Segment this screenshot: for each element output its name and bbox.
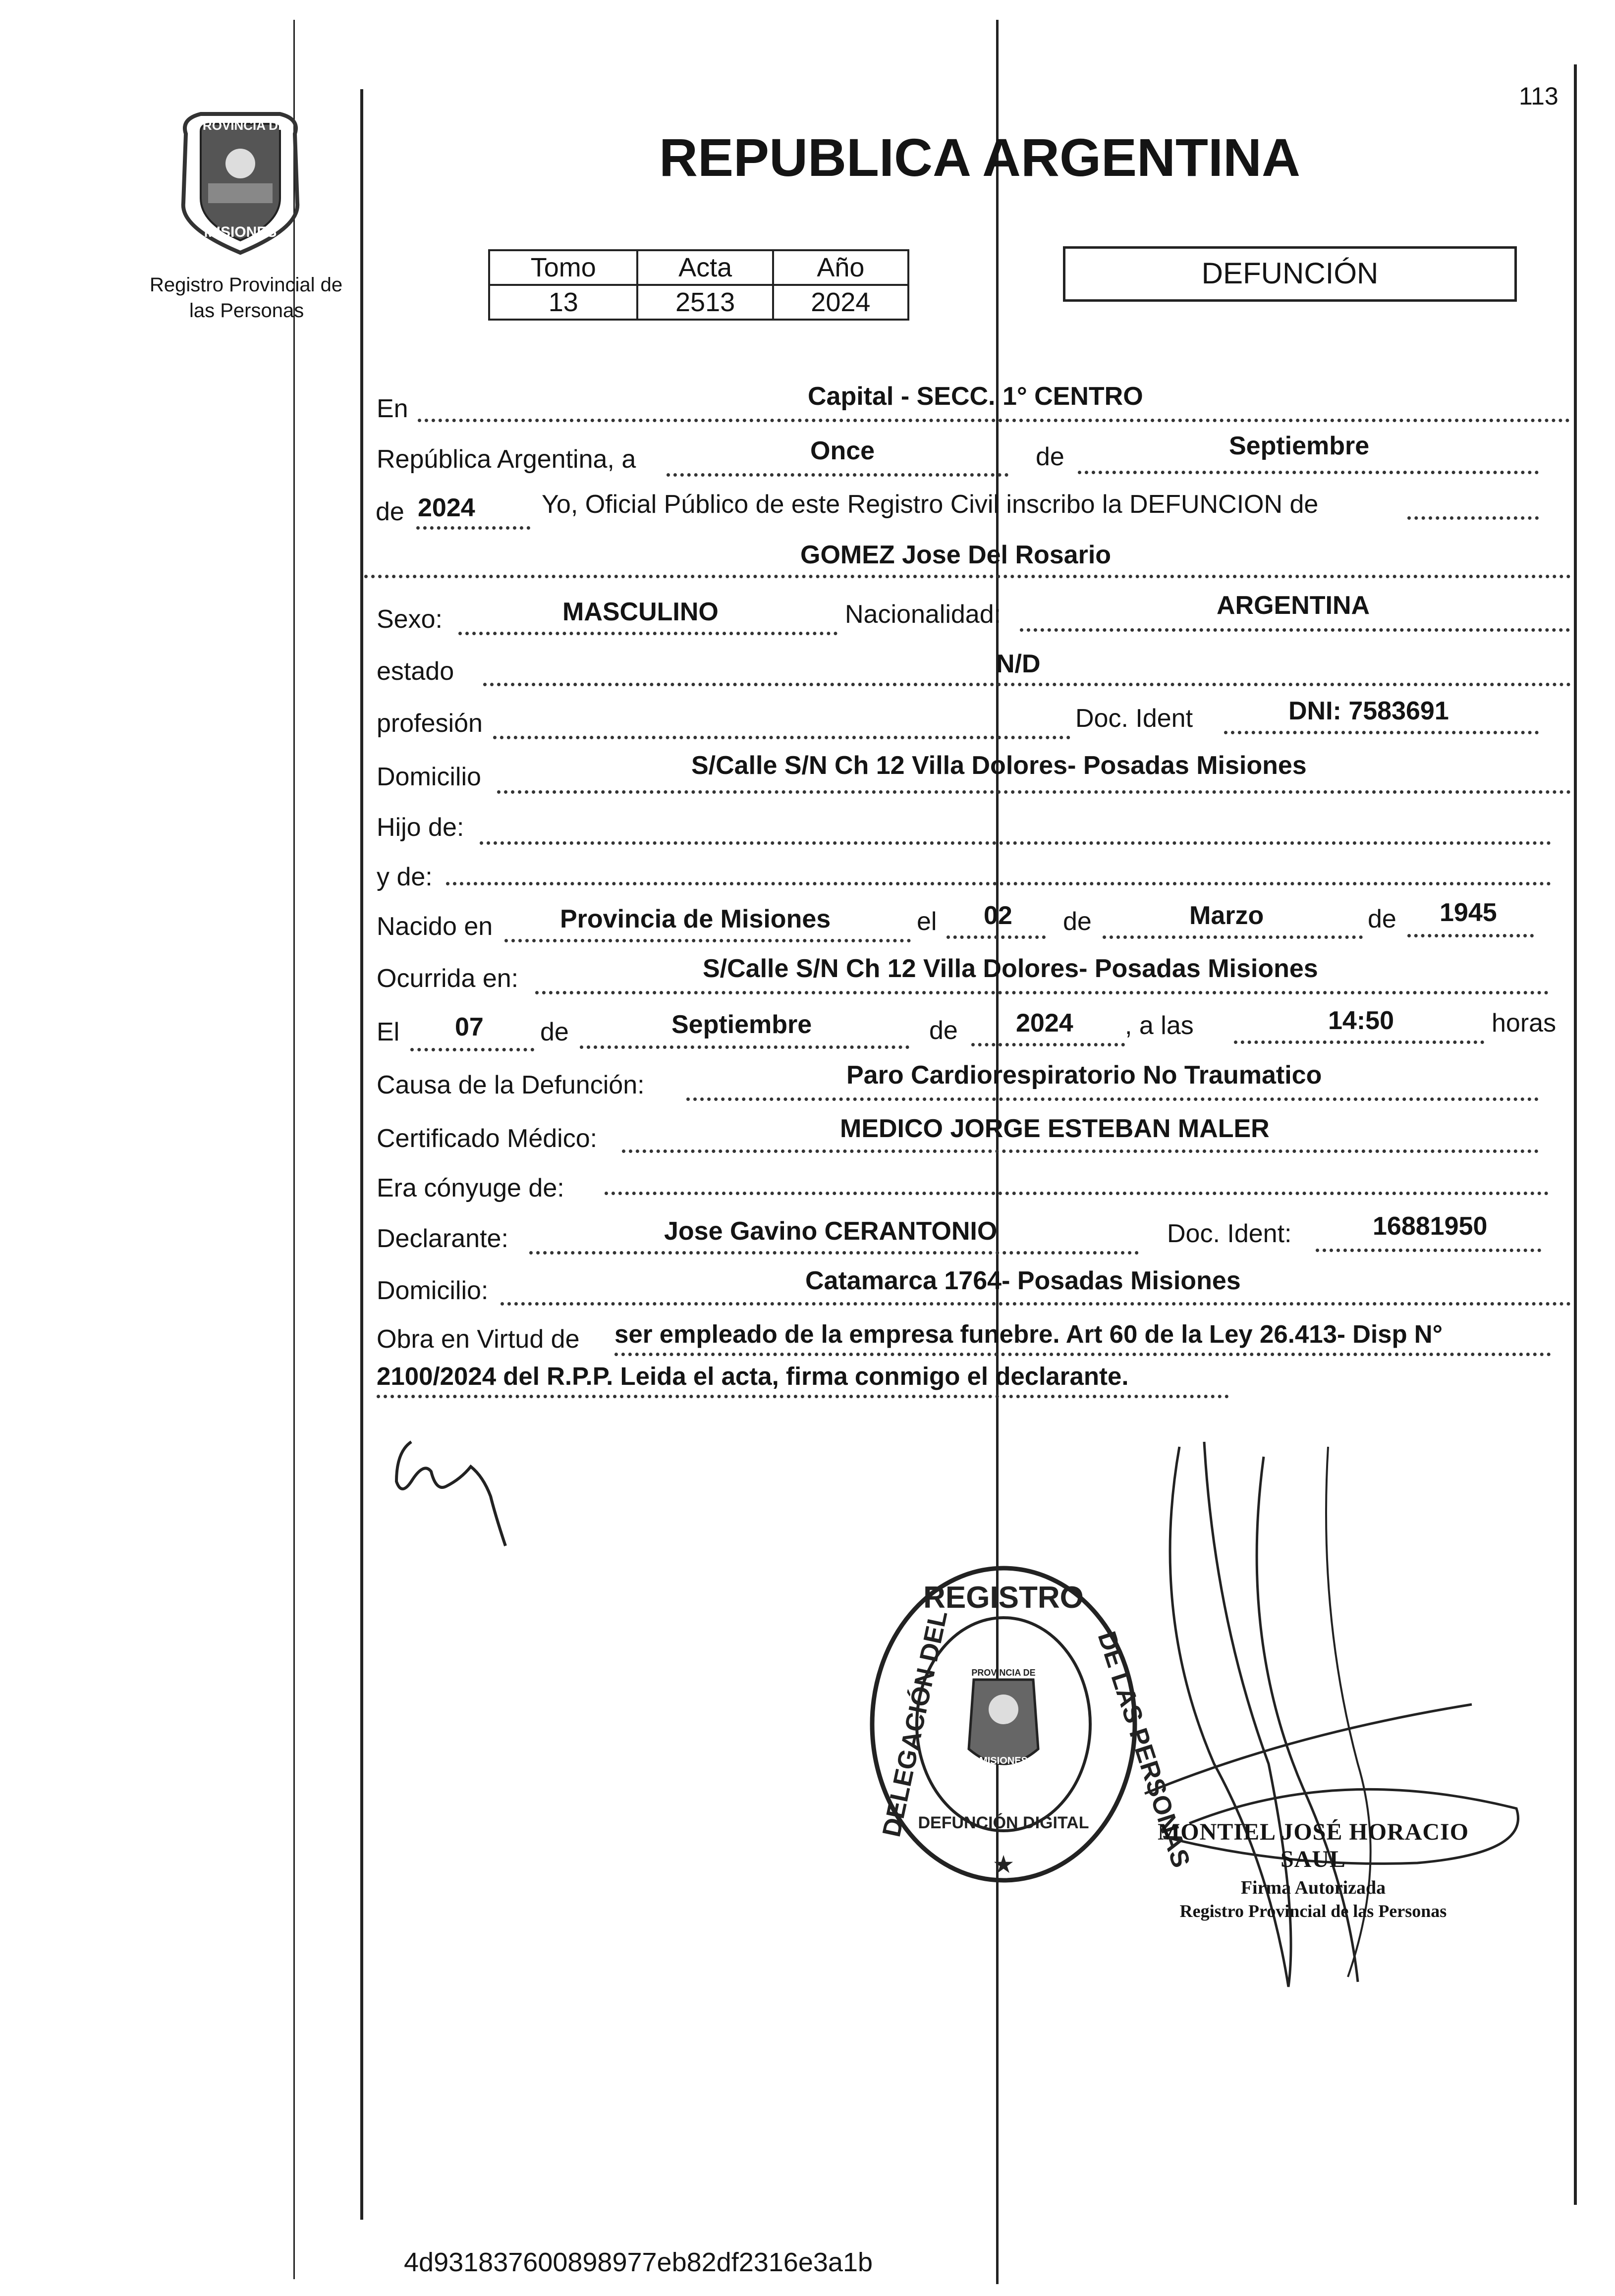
form-border-right [1574, 64, 1577, 2205]
value-causa: Paro Cardiorespiratorio No Traumatico [846, 1061, 1322, 1090]
value-doc-ident-declarante: 16881950 [1373, 1212, 1488, 1241]
label-horas: horas [1492, 1009, 1557, 1038]
svg-text:★: ★ [992, 1851, 1015, 1878]
dots-doc-ident-declarante [1316, 1249, 1541, 1252]
label-republica: República Argentina, a [377, 445, 636, 474]
registry-label-line1: Registro Provincial de [150, 274, 343, 296]
svg-text:DE LAS PERSONAS: DE LAS PERSONAS [1092, 1628, 1196, 1871]
dots-ocurrida-en [535, 991, 1549, 994]
registry-label-line2: las Personas [189, 300, 304, 322]
label-de-birth-month: de [1063, 907, 1092, 936]
official-signature [377, 1422, 565, 1571]
dots-obra-line1 [614, 1353, 1551, 1356]
table-header-tomo: Tomo [489, 250, 637, 285]
authority-stamp [1135, 1818, 1492, 1921]
value-certificado: MEDICO JORGE ESTEBAN MALER [840, 1114, 1270, 1143]
authority-office: Registro Provincial de las Personas [1179, 1901, 1447, 1921]
dots-month [1078, 471, 1539, 474]
label-de-death-year: de [929, 1016, 958, 1045]
label-ocurrida-en: Ocurrida en: [377, 964, 519, 993]
value-declarante: Jose Gavino CERANTONIO [664, 1217, 998, 1246]
svg-text:PROVINCIA DE: PROVINCIA DE [971, 1668, 1036, 1678]
document-title: REPUBLICA ARGENTINA [659, 127, 1300, 187]
value-obra-line2: 2100/2024 del R.P.P. Leida el acta, firma conmigo el declarante. [377, 1362, 1129, 1390]
dots-day [667, 473, 1008, 477]
value-death-day: 07 [455, 1013, 484, 1041]
act-type-label: DEFUNCIÓN [1201, 257, 1379, 290]
dots-birth-day [947, 935, 1046, 939]
label-de-death-month: de [540, 1018, 569, 1046]
label-y-de: y de: [377, 863, 433, 891]
value-nacido-en: Provincia de Misiones [560, 905, 831, 933]
dots-en [418, 419, 1570, 422]
label-estado: estado [377, 657, 454, 686]
value-en: Capital - SECC. 1° CENTRO [808, 382, 1143, 411]
dots-birth-month [1103, 935, 1363, 939]
value-month: Septiembre [1229, 432, 1370, 460]
value-death-time: 14:50 [1328, 1006, 1394, 1035]
dots-y-de [446, 882, 1551, 885]
label-domicilio-declarante: Domicilio: [377, 1276, 489, 1305]
value-year: 2024 [418, 493, 475, 522]
label-doc-ident-declarante: Doc. Ident: [1167, 1219, 1292, 1248]
label-en: En [377, 394, 408, 423]
dots-doc-ident [1224, 731, 1539, 734]
label-doc-ident: Doc. Ident [1075, 704, 1193, 733]
value-doc-ident: DNI: 7583691 [1288, 697, 1449, 725]
label-nacido-en: Nacido en [377, 912, 493, 941]
value-death-month: Septiembre [671, 1010, 812, 1039]
form-border-left [360, 89, 363, 2220]
dots-nacionalidad [1020, 628, 1570, 632]
value-birth-year: 1945 [1440, 898, 1497, 927]
declarant-signature [1140, 1417, 1536, 2012]
table-cell-tomo: 13 [489, 285, 637, 320]
dots-obra-line2 [377, 1395, 1229, 1398]
authority-role: Firma Autorizada [1240, 1877, 1386, 1898]
dots-death-time [1234, 1040, 1484, 1044]
value-domicilio-declarante: Catamarca 1764- Posadas Misiones [805, 1266, 1241, 1295]
dots-domicilio-declarante [501, 1302, 1571, 1306]
table-cell-anio: 2024 [773, 285, 908, 320]
value-nacionalidad: ARGENTINA [1217, 591, 1370, 620]
dots-birth-year [1407, 934, 1534, 937]
svg-text:MISIONES: MISIONES [979, 1755, 1028, 1766]
label-profesion: profesión [377, 709, 483, 738]
label-de-month: de [1036, 442, 1064, 471]
dots-sexo [458, 632, 837, 635]
label-el-death: El [377, 1018, 400, 1046]
value-birth-day: 02 [984, 901, 1012, 930]
table-header-acta: Acta [637, 250, 773, 285]
page-number: 113 [1519, 82, 1559, 110]
provincia-misiones-seal [171, 104, 310, 258]
table-cell-acta: 2513 [637, 285, 773, 320]
label-conyuge: Era cónyuge de: [377, 1174, 564, 1203]
registro-delegacion-stamp [865, 1561, 1196, 1888]
dots-deceased-name [364, 575, 1571, 578]
dots-year [416, 526, 530, 530]
label-declarante: Declarante: [377, 1224, 508, 1253]
value-estado: N/D [996, 650, 1041, 678]
label-el-birth: el [917, 907, 937, 936]
dots-certificado [622, 1149, 1539, 1153]
value-death-year: 2024 [1016, 1009, 1073, 1038]
value-birth-month: Marzo [1189, 901, 1264, 930]
value-deceased-name: GOMEZ Jose Del Rosario [800, 541, 1112, 569]
dots-conyuge [605, 1192, 1549, 1195]
value-sexo: MASCULINO [562, 598, 719, 626]
dots-inscribo [1407, 516, 1539, 520]
act-type-box [1063, 246, 1517, 302]
authority-name: MONTIEL JOSÉ HORACIO SAUL [1157, 1819, 1469, 1872]
dots-profesion [493, 736, 1070, 739]
label-hijo-de: Hijo de: [377, 813, 464, 842]
dots-estado [483, 683, 1571, 686]
table-header-anio: Año [773, 250, 908, 285]
value-ocurrida-en: S/Calle S/N Ch 12 Villa Dolores- Posadas Misiones [703, 954, 1318, 983]
label-domicilio: Domicilio [377, 763, 481, 791]
label-causa: Causa de la Defunción: [377, 1071, 645, 1099]
dots-declarante [529, 1251, 1139, 1255]
value-domicilio: S/Calle S/N Ch 12 Villa Dolores- Posadas Misiones [691, 751, 1307, 780]
dots-causa [686, 1097, 1539, 1101]
dots-death-day [410, 1048, 534, 1051]
label-nacionalidad: Nacionalidad: [845, 600, 1002, 629]
dots-hijo-de [480, 841, 1551, 845]
label-inscribo: Yo, Oficial Público de este Registro Civil inscribo la DEFUNCION de [542, 490, 1319, 519]
registry-table [488, 249, 909, 321]
label-de-year: de [376, 497, 404, 526]
svg-text:MISIONES: MISIONES [204, 224, 277, 240]
label-obra: Obra en Virtud de [377, 1325, 580, 1354]
footer-hash: 4d931837600898977eb82df2316e3a1b [404, 2247, 873, 2277]
svg-text:DEFUNCIÓN DIGITAL: DEFUNCIÓN DIGITAL [918, 1813, 1089, 1832]
svg-text:PROVINCIA DE: PROVINCIA DE [194, 118, 287, 133]
dots-nacido-en [504, 939, 911, 942]
svg-text:DELEGACIÓN DEL: DELEGACIÓN DEL [877, 1608, 953, 1840]
value-obra-line1: ser empleado de la empresa funebre. Art 60 de la Ley 26.413- Disp N° [614, 1320, 1443, 1348]
dots-domicilio [497, 790, 1571, 794]
label-certificado: Certificado Médico: [377, 1124, 598, 1153]
svg-text:REGISTRO: REGISTRO [923, 1581, 1084, 1615]
label-de-birth-year: de [1368, 905, 1396, 933]
value-day: Once [810, 437, 875, 465]
label-sexo: Sexo: [377, 605, 443, 634]
label-a-las: , a las [1125, 1011, 1194, 1040]
scan-line-left [293, 20, 295, 2279]
dots-death-year [971, 1043, 1125, 1046]
dots-death-month [580, 1045, 909, 1049]
